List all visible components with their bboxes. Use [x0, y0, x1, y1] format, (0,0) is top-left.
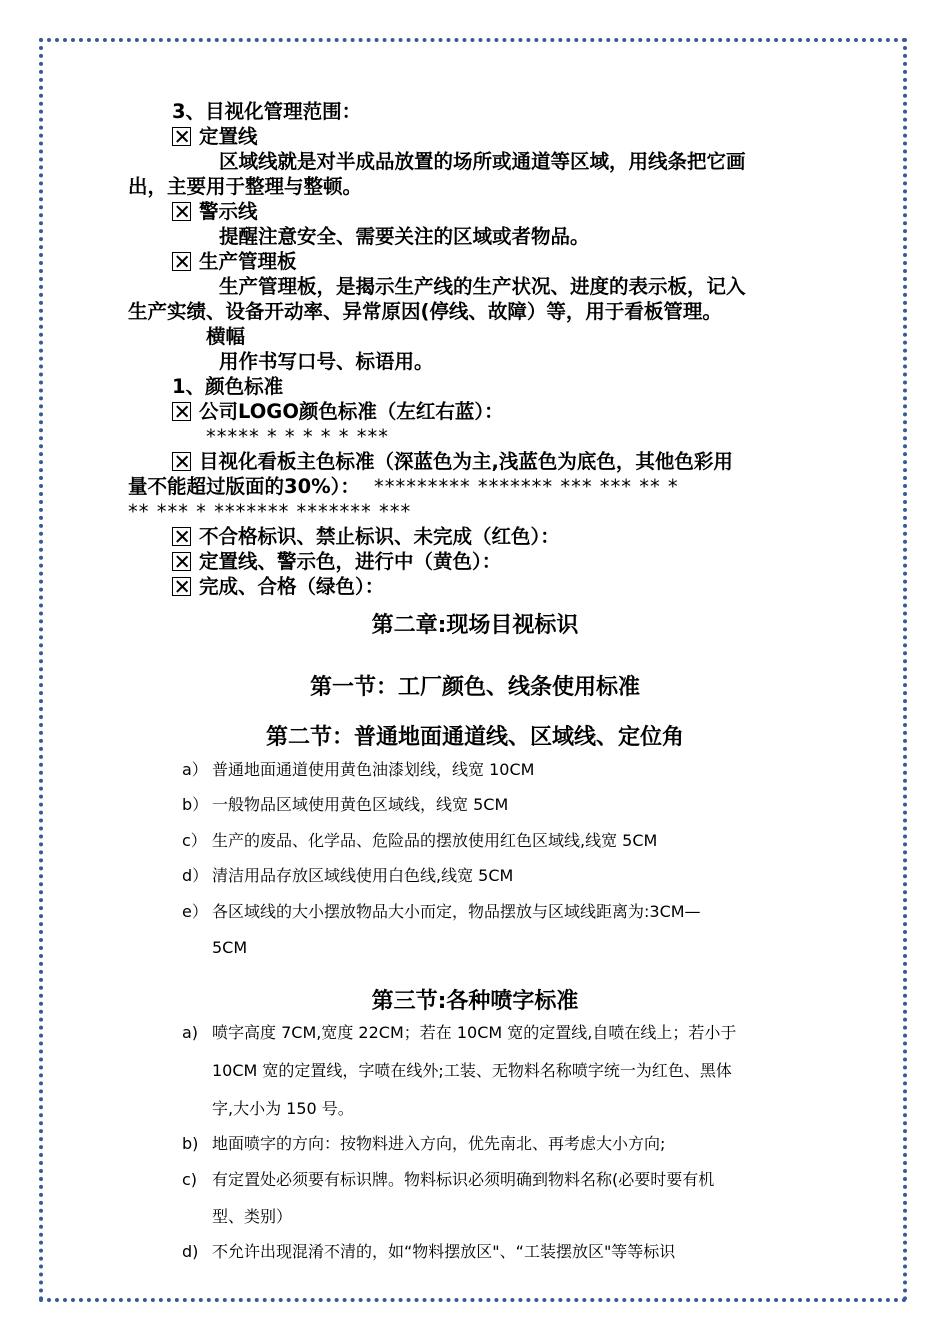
list-item: b) 地面喷字的方向：按物料进入方向，优先南北、再考虑大小方向;	[182, 1134, 666, 1153]
scope-item-hengfu: 横幅	[206, 325, 246, 348]
scope-item-jingshixian: 警示线	[172, 200, 258, 224]
placeholder-stars: ***** * * * * * ***	[206, 425, 389, 448]
list-item-continued: 10CM 宽的定置线，字喷在线外;工装、无物料名称喷字统一为红色、黑体	[212, 1061, 732, 1080]
color-logo: 公司LOGO颜色标准（左红右蓝）：	[172, 400, 504, 424]
paragraph: 区域线就是对半成品放置的场所或通道等区域，用线条把它画	[219, 150, 746, 173]
section-title: 第二节：普通地面通道线、区域线、定位角	[265, 725, 684, 750]
list-item: d) 不允许出现混淆不清的，如“物料摆放区"、“工装摆放区"等等标识	[182, 1242, 676, 1261]
placeholder-stars: ********* ******* *** *** ** *	[373, 475, 679, 498]
scope-item-guanliban: 生产管理板	[172, 250, 297, 274]
checkbox-mark-icon	[172, 202, 191, 221]
list-item: d） 清洁用品存放区域线使用白色线,线宽 5CM	[182, 866, 514, 885]
section-title: 第一节：工厂颜色、线条使用标准	[309, 675, 640, 700]
checkbox-mark-icon	[172, 577, 191, 596]
checkbox-mark-icon	[172, 402, 191, 421]
list-item: c) 有定置处必须要有标识牌。物料标识必须明确到物料名称(必要时要有机	[182, 1170, 715, 1189]
color-heading: 1、颜色标准	[172, 375, 284, 398]
checkbox-mark-icon	[172, 452, 191, 471]
checkbox-mark-icon	[172, 127, 191, 146]
list-item: a) 喷字高度 7CM,宽度 22CM；若在 10CM 宽的定置线,自喷在线上；若小于	[182, 1023, 737, 1042]
placeholder-stars: ** *** * ******* ******* ***	[128, 500, 412, 523]
checkbox-mark-icon	[172, 552, 191, 571]
color-board: 目视化看板主色标准（深蓝色为主,浅蓝色为底色，其他色彩用	[172, 450, 733, 474]
paragraph: 用作书写口号、标语用。	[219, 350, 434, 373]
chapter-title: 第二章:现场目视标识	[371, 613, 579, 638]
color-board-line2: 量不能超过版面的30%）： ********* ******* *** *** ** *	[128, 475, 679, 498]
scope-item-dingzhixian: 定置线	[172, 125, 258, 149]
color-yellow: 定置线、警示色，进行中（黄色）：	[172, 550, 501, 574]
list-item: b） 一般物品区域使用黄色区域线，线宽 5CM	[182, 795, 509, 814]
list-item: e） 各区域线的大小摆放物品大小而定，物品摆放与区域线距离为:3CM—	[182, 902, 701, 921]
scope-heading: 3、目视化管理范围：	[172, 100, 362, 123]
checkbox-mark-icon	[172, 252, 191, 271]
paragraph: 出，主要用于整理与整顿。	[128, 175, 363, 198]
color-green: 完成、合格（绿色）：	[172, 575, 384, 599]
list-item-continued: 字,大小为 150 号。	[212, 1099, 354, 1118]
list-item-continued: 5CM	[212, 938, 248, 957]
color-red: 不合格标识、禁止标识、未完成（红色）：	[172, 525, 560, 549]
paragraph: 生产实绩、设备开动率、异常原因(停线、故障）等，用于看板管理。	[128, 300, 722, 323]
list-item: a） 普通地面通道使用黄色油漆划线，线宽 10CM	[182, 760, 535, 779]
list-item: c） 生产的废品、化学品、危险品的摆放使用红色区域线,线宽 5CM	[182, 831, 658, 850]
paragraph: 生产管理板，是揭示生产线的生产状况、进度的表示板，记入	[219, 275, 746, 298]
paragraph: 提醒注意安全、需要关注的区域或者物品。	[219, 225, 590, 248]
list-item-continued: 型、类别）	[212, 1207, 293, 1226]
section-title: 第三节:各种喷字标准	[371, 989, 579, 1014]
checkbox-mark-icon	[172, 527, 191, 546]
